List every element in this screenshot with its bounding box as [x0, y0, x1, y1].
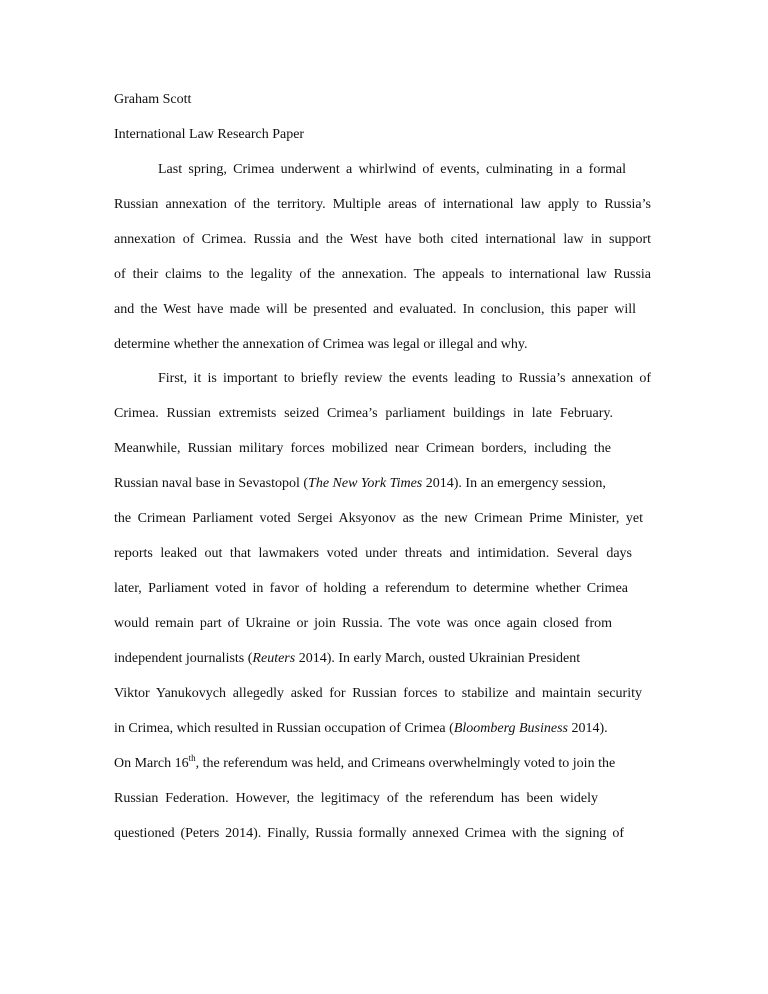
- text-line: would remain part of Ukraine or join Russia. The vote was once again closed from: [114, 616, 612, 631]
- text-line: reports leaked out that lawmakers voted under threats and intimidation. Several days: [114, 546, 632, 561]
- text-line: Last spring, Crimea underwent a whirlwind of events, culminating in a formal: [158, 162, 626, 177]
- author-name: Graham Scott: [114, 92, 192, 107]
- text-segment: Russian naval base in Sevastopol (: [114, 476, 309, 491]
- text-segment: , the referendum was held, and Crimeans overwhelmingly voted to join the: [195, 756, 616, 771]
- text-line: Russian Federation. However, the legitimacy of the referendum has been widely: [114, 791, 598, 806]
- text-line: later, Parliament voted in favor of holding a referendum to determine whether Crimea: [114, 581, 628, 596]
- paper-title: International Law Research Paper: [114, 127, 305, 142]
- text-line: Crimea. Russian extremists seized Crimea’s parliament buildings in late February.: [114, 406, 613, 421]
- text-line: First, it is important to briefly review the events leading to Russia’s annexation of: [158, 371, 651, 386]
- text-line: [114, 753, 616, 772]
- text-line: Russian annexation of the territory. Multiple areas of international law apply to Russia’s: [114, 197, 651, 212]
- citation-source: The New York Times: [308, 476, 423, 491]
- text-line: [114, 476, 606, 492]
- text-line: the Crimean Parliament voted Sergei Aksyonov as the new Crimean Prime Minister, yet: [114, 511, 643, 526]
- text-line: of their claims to the legality of the annexation. The appeals to international law Russia: [114, 267, 651, 282]
- text-segment: 2014).: [568, 721, 608, 736]
- text-line: annexation of Crimea. Russia and the West have both cited international law in support: [114, 232, 651, 247]
- text-segment: 2014). In an emergency session,: [422, 476, 606, 491]
- text-line: and the West have made will be presented and evaluated. In conclusion, this paper will: [114, 302, 636, 317]
- citation-source: Bloomberg Business: [453, 721, 569, 736]
- text-segment: in Crimea, which resulted in Russian occupation of Crimea (: [114, 721, 454, 736]
- citation-source: Reuters: [252, 651, 296, 666]
- text-segment: On March 16: [114, 756, 189, 771]
- text-line: [114, 651, 580, 667]
- text-segment: independent journalists (: [114, 651, 253, 666]
- text-line: Viktor Yanukovych allegedly asked for Russian forces to stabilize and maintain security: [114, 686, 642, 701]
- text-line: [114, 721, 608, 737]
- text-line: Meanwhile, Russian military forces mobilized near Crimean borders, including the: [114, 441, 611, 456]
- text-line: questioned (Peters 2014). Finally, Russia formally annexed Crimea with the signing of: [114, 826, 624, 841]
- ordinal-superscript: th: [188, 753, 196, 763]
- text-segment: 2014). In early March, ousted Ukrainian President: [295, 651, 581, 666]
- text-line: determine whether the annexation of Crimea was legal or illegal and why.: [114, 337, 528, 352]
